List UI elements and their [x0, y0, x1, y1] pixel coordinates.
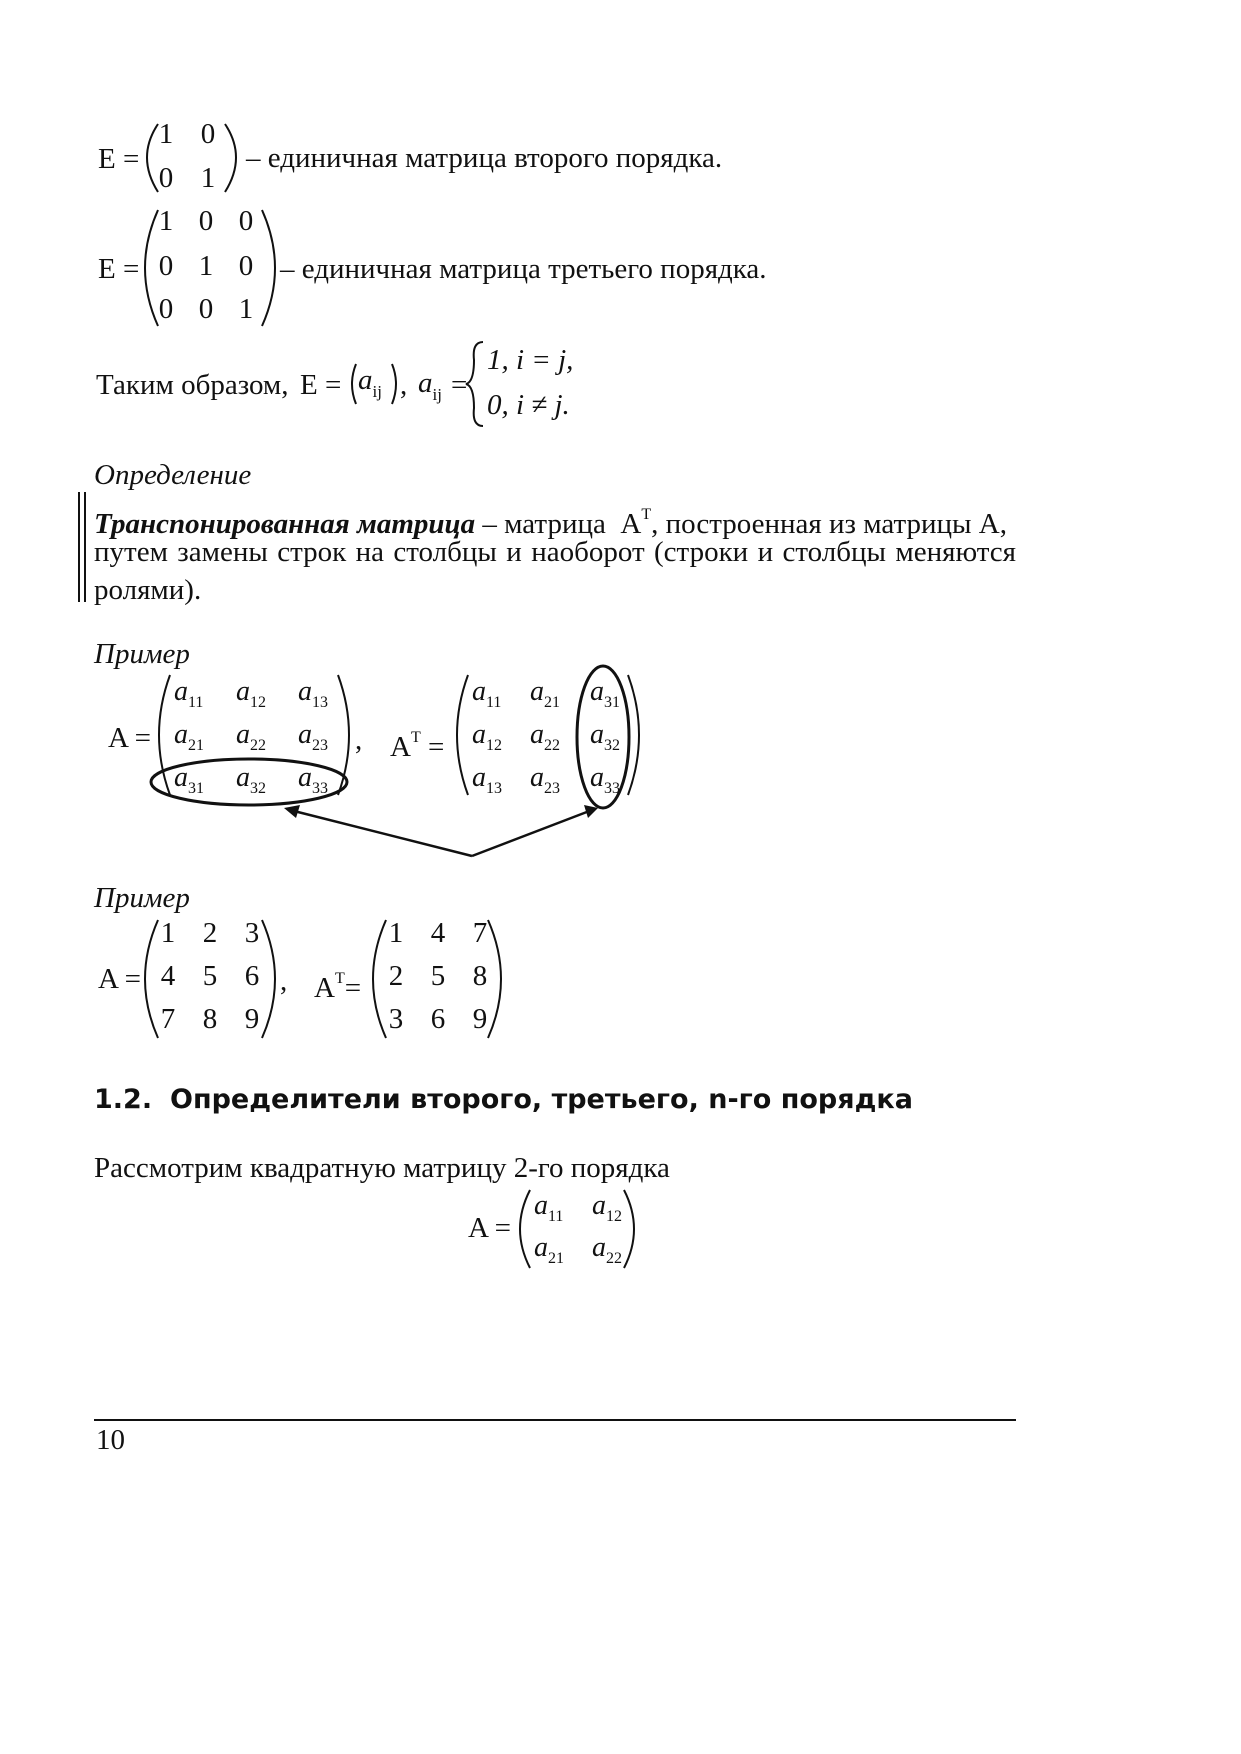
example1-at-cell: $a_{21}$ [530, 676, 560, 711]
thus-lead: Таким образом, [96, 369, 289, 401]
example1-at-cell: $a_{32}$ [590, 719, 620, 754]
example1-a-cell: $a_{22}$ [236, 719, 266, 754]
example2-lhs: A = [98, 963, 141, 995]
example2-at-cell: 3 [388, 1003, 404, 1035]
example2-a-cell: 6 [244, 960, 260, 992]
identity2-cell: 1 [200, 162, 216, 194]
example2-a-cell: 3 [244, 917, 260, 949]
identity2-lhs: E = [98, 143, 140, 175]
example1-at-cell: $a_{22}$ [530, 719, 560, 754]
example2-a-cell: 8 [202, 1003, 218, 1035]
page-number: 10 [96, 1424, 125, 1456]
example2-a-cell: 7 [160, 1003, 176, 1035]
intro-cell: $a_{11}$ [534, 1190, 564, 1225]
identity3-cell: 0 [158, 293, 174, 325]
definition-term: Транспонированная матрица [94, 508, 476, 540]
thus-a-outer: $a_{ij}$ [418, 367, 442, 404]
thus-comma: , [400, 369, 408, 401]
definition-at: $A^T$ [620, 506, 652, 540]
example1-at-cell: $a_{13}$ [472, 762, 502, 797]
intro-cell: $a_{21}$ [534, 1232, 564, 1267]
example2-a-cell: 5 [202, 960, 218, 992]
example1-a-cell: $a_{13}$ [298, 676, 328, 711]
identity3-cell: 0 [198, 205, 214, 237]
example2-a-cell: 1 [160, 917, 176, 949]
example2-at-cell: 4 [430, 917, 446, 949]
identity3-cell: 0 [238, 250, 254, 282]
example1-at-cell: $a_{33}$ [590, 762, 620, 797]
intro-text: Рассмотрим квадратную матрицу 2-го порядка [94, 1152, 670, 1184]
identity2-caption: – единичная матрица второго порядка. [246, 142, 723, 174]
example1-a-cell: $a_{21}$ [174, 719, 204, 754]
example1-a-cell: $a_{32}$ [236, 762, 266, 797]
identity3-cell: 0 [198, 293, 214, 325]
example2-label: Пример [94, 882, 190, 914]
example1-lhs: A = [108, 722, 151, 754]
identity2-cell: 0 [158, 162, 174, 194]
identity3-cell: 1 [158, 205, 174, 237]
identity3-cell: 1 [198, 250, 214, 282]
thus-case1: 1, i = j, [487, 344, 574, 376]
example2-at-cell: 8 [472, 960, 488, 992]
identity2-cell: 1 [158, 118, 174, 150]
example2-a-cell: 9 [244, 1003, 260, 1035]
example2-a-cell: 4 [160, 960, 176, 992]
footer-rule [94, 1419, 1016, 1421]
example1-label: Пример [94, 638, 190, 670]
example2-rhs: $A^T=$ [314, 970, 362, 1004]
example2-at-cell: 9 [472, 1003, 488, 1035]
thus-a-inner: $a_{ij}$ [358, 364, 382, 401]
example1-a-cell: $a_{23}$ [298, 719, 328, 754]
identity3-cell: 1 [238, 293, 254, 325]
definition-line1-rest: – матрица [482, 508, 606, 540]
definition-line1-tail: , построенная из матрицы А, [651, 508, 1007, 540]
example1-a-cell: $a_{33}$ [298, 762, 328, 797]
definition-line2: путем замены строк на столбцы и наоборот (строки и столбцы меняются [94, 536, 1016, 568]
definition-label: Определение [94, 459, 252, 491]
example1-comma: , [355, 724, 363, 756]
intro-cell: $a_{12}$ [592, 1190, 622, 1225]
example1-at-cell: $a_{12}$ [472, 719, 502, 754]
example2-at-cell: 2 [388, 960, 404, 992]
intro-cell: $a_{22}$ [592, 1232, 622, 1267]
example1-at-cell: $a_{23}$ [530, 762, 560, 797]
intro-lhs: A = [468, 1212, 511, 1244]
example2-a-cell: 2 [202, 917, 218, 949]
example1-at-cell: $a_{31}$ [590, 676, 620, 711]
example1-at-cell: $a_{11}$ [472, 676, 502, 711]
definition-line3: ролями). [94, 574, 202, 606]
identity3-caption: – единичная матрица третьего порядка. [280, 253, 767, 285]
identity3-cell: 0 [158, 250, 174, 282]
example1-a-cell: $a_{12}$ [236, 676, 266, 711]
example1-rhs: $A^T$ = [390, 729, 445, 763]
example2-at-cell: 1 [388, 917, 404, 949]
example2-at-cell: 7 [472, 917, 488, 949]
example2-at-cell: 5 [430, 960, 446, 992]
thus-case2: 0, i ≠ j. [487, 389, 570, 421]
section-number: 1.2. [94, 1084, 153, 1115]
example1-a-cell: $a_{11}$ [174, 676, 204, 711]
example2-comma: , [280, 965, 288, 997]
thus-eq: = [451, 369, 468, 401]
identity2-cell: 0 [200, 118, 216, 150]
section-title: Определители второго, третьего, n-го порядка [170, 1084, 913, 1115]
thus-e: E = [300, 369, 342, 401]
example2-at-cell: 6 [430, 1003, 446, 1035]
identity3-cell: 0 [238, 205, 254, 237]
example1-a-cell: $a_{31}$ [174, 762, 204, 797]
identity3-lhs: E = [98, 253, 140, 285]
